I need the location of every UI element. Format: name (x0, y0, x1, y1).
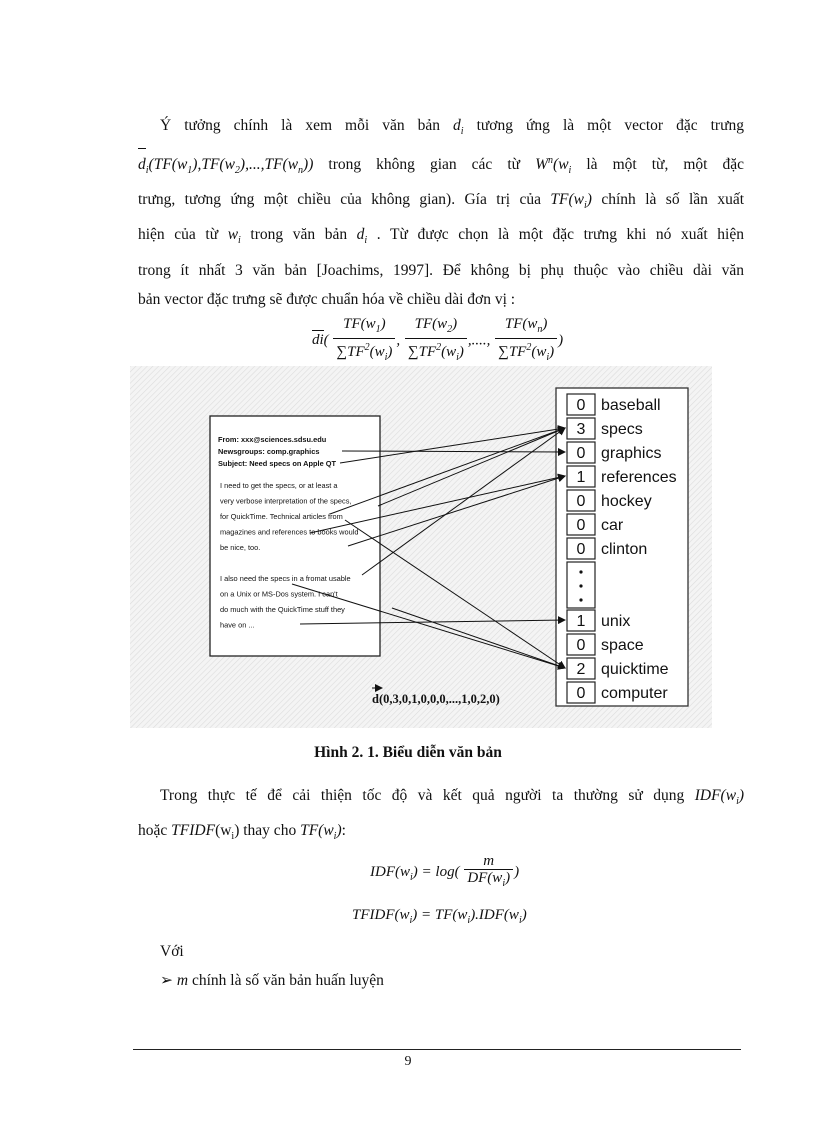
text: trong ít nhất 3 văn bản [Joachims, 1997]. Để không bị phụ thuộc vào chiều dài văn (138, 261, 744, 279)
email-header-line: From: xxx@sciences.sdsu.edu (218, 435, 327, 444)
equation-normalized: di( $\frac{TF(w_1)}{\sum TF^2(w_i)}$ , $\frac{TF(w_2)}{\sum TF^2(w_i)}$ ,...., $\frac{TF(w_n)}{\sum TF^2(w_i)}$ ) (312, 316, 564, 363)
text: Ý tưởng chính là xem mỗi văn bản (160, 117, 440, 134)
email-header-line: Newsgroups: comp.graphics (218, 447, 320, 456)
term-count: 1 (576, 469, 586, 486)
term-word: computer (601, 685, 668, 702)
term-count: 3 (576, 421, 586, 438)
ellipsis-dot (579, 584, 582, 587)
email-body-line: I also need the specs in a fromat usable (220, 574, 351, 583)
term-word: specs (601, 421, 643, 438)
term-word: car (601, 517, 624, 534)
term-count: 2 (576, 661, 586, 678)
email-body-line: have on ... (220, 620, 255, 630)
paragraph-intro: Ý tưởng chính là xem mỗi văn bản $d_i$ tương ứng là một vector đặc trưng $d_i(TF(w_1),TF(w_2),...,TF(w_n))$ trong không gian các từ $W^n(w_i$ là một từ, một đặc trưng, tương ứng một chiều của không gian). Gía trị của $TF(w_i)$ chính là số lần xuất hiện của từ $w_i$ trong văn bản $d_i$ . Từ được chọn là một đặc trưng khi nó xuất hiện trong ít nhất 3 văn bản [Joachims, 1997]. Để không bị phụ thuộc vào chiều dài văn bản vector đặc trưng sẽ được chuẩn hóa về chiều dài đơn vị : (138, 117, 745, 308)
text: trong văn bản (250, 226, 348, 244)
text: thay cho (243, 822, 297, 840)
term-word: hockey (601, 493, 652, 510)
term-word: unix (601, 613, 631, 630)
term-count: 0 (576, 637, 586, 654)
arrow-bullet-icon: ➢ (160, 972, 173, 989)
term-word: space (601, 637, 644, 654)
term-word: baseball (601, 397, 661, 414)
term-count: 0 (576, 397, 586, 414)
equation-tfidf: $TFIDF(w_i) = TF(w_i).IDF(w_i)$ (352, 907, 527, 926)
figure-caption: Hình 2. 1. Biểu diễn văn bản (314, 744, 502, 761)
equation-idf: $IDF(w_i) = \log$( $\frac{m}{DF(w_i)}$ ) (370, 853, 520, 889)
term-count: 0 (576, 493, 586, 510)
footer-divider (133, 1049, 741, 1050)
email-body-line: on a Unix or MS-Dos system. I can't (220, 589, 338, 599)
text: Với (160, 943, 184, 960)
text: chính là số văn bản huấn luyện (191, 972, 384, 989)
text: trong không gian các từ (328, 156, 521, 174)
ellipsis-dot (579, 570, 582, 573)
vector-label: d(0,3,0,1,0,0,0,...,1,0,2,0) (372, 692, 500, 706)
text: Trong thực tế để cải thiện tốc độ và kết quả người ta thường sử dụng (160, 787, 685, 804)
term-count: 0 (576, 517, 586, 534)
page-number: 9 (404, 1054, 412, 1069)
figure-document-representation (130, 366, 712, 728)
email-body-line: for QuickTime. Technical articles from (220, 512, 343, 521)
term-count: 0 (576, 685, 586, 702)
email-body-line: very verbose interpretation of the specs, (220, 496, 352, 506)
text: tương ứng là một vector đặc trưng (476, 117, 744, 134)
term-count: 0 (576, 541, 586, 558)
email-header-line: Subject: Need specs on Apple QT (218, 459, 336, 468)
term-word: clinton (601, 541, 648, 558)
label-with: Với ➢ m chính là số văn bản huấn luyện (160, 943, 384, 989)
text: trưng, tương ứng một chiều của không gian). Gía trị của (138, 191, 541, 209)
text: là một từ, một đặc (586, 156, 745, 174)
term-word: references (601, 469, 677, 486)
text: chính là số lần xuất (601, 191, 745, 209)
text: hiện của từ (138, 226, 219, 244)
text: bản vector đặc trưng sẽ được chuẩn hóa về chiều dài đơn vị : (138, 290, 516, 308)
term-word: graphics (601, 445, 662, 462)
email-body-line: be nice, too. (220, 543, 261, 552)
term-word: quicktime (601, 661, 669, 678)
text: . Từ được chọn là một đặc trưng khi nó xuất hiện (376, 226, 744, 244)
email-body-line: magazines and references to books would (220, 527, 359, 537)
paragraph-idf: Trong thực tế để cải thiện tốc độ và kết quả người ta thường sử dụng $IDF(w_i)$ hoặc $TFIDF(w_i)$ thay cho $TF(w_i)$: (138, 787, 745, 843)
text: hoặc (138, 822, 168, 840)
email-body-line: do much with the QuickTime stuff they (220, 605, 345, 614)
ellipsis-dot (579, 598, 582, 601)
term-count: 0 (576, 445, 586, 462)
text: : (341, 822, 346, 840)
term-count: 1 (576, 613, 586, 630)
email-body-line: I need to get the specs, or at least a (220, 481, 338, 490)
